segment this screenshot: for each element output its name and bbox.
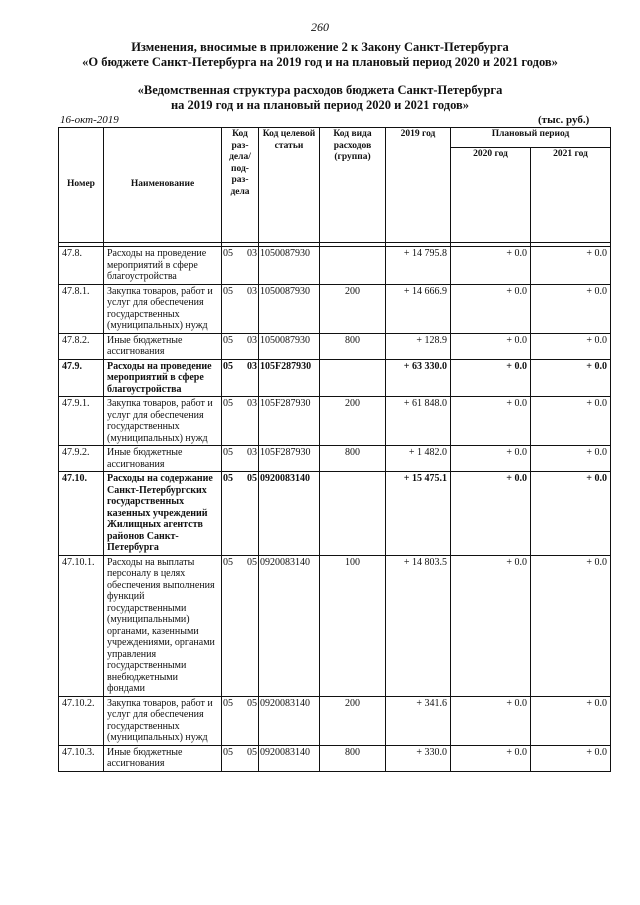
- row-target-code: 1050087930: [259, 247, 320, 285]
- row-value-2021: + 0.0: [531, 284, 611, 333]
- row-value-2020: + 0.0: [451, 284, 531, 333]
- row-value-2021: + 0.0: [531, 247, 611, 285]
- row-section-code: [222, 359, 259, 397]
- row-name: Расходы на проведение мероприятий в сфере благоустройства: [104, 247, 222, 285]
- table-row: [59, 397, 611, 446]
- row-subsection: 03: [247, 285, 257, 297]
- document-date: 16-окт-2019: [60, 114, 119, 126]
- row-name: Закупка товаров, работ и услуг для обеспечения государственных (муниципальных) нужд: [104, 284, 222, 333]
- row-value-2019: + 63 330.0: [386, 359, 451, 397]
- header-year-2019: 2019 год: [386, 128, 451, 243]
- row-number: 47.9.2.: [59, 446, 104, 472]
- row-section-code: [222, 284, 259, 333]
- table-body: [59, 247, 611, 772]
- table-row: [59, 472, 611, 556]
- row-name: Иные бюджетные ассигнования: [104, 333, 222, 359]
- row-subsection: 03: [247, 447, 257, 458]
- row-value-2019: + 15 475.1: [386, 472, 451, 556]
- row-subsection: 03: [247, 398, 257, 409]
- row-value-2020: + 0.0: [451, 397, 531, 446]
- header-section-code: Код раз- дела/ под- раз- дела: [222, 128, 259, 243]
- row-expense-type-code: 800: [320, 446, 386, 472]
- row-expense-type-code: 200: [320, 284, 386, 333]
- header-planned-period: Плановый период: [451, 128, 611, 148]
- row-subsection: 05: [247, 556, 257, 568]
- row-target-code: 0920083140: [259, 555, 320, 696]
- row-expense-type-code: [320, 359, 386, 397]
- row-name: Расходы на выплаты персоналу в целях обеспечения выполнения функций государственными (муниципальными) органами, казенными учреждениями, органами управления государственными внебюджетными фондами: [104, 555, 222, 696]
- law-title-line1: Изменения, вносимые в приложение 2 к Закону Санкт-Петербурга: [131, 40, 509, 54]
- row-value-2020: + 0.0: [451, 333, 531, 359]
- row-expense-type-code: 100: [320, 555, 386, 696]
- row-name: Расходы на содержание Санкт-Петербургских государственных казенных учреждений Жилищных агентств районов Санкт-Петербурга: [104, 472, 222, 556]
- law-title: [0, 40, 640, 70]
- row-section-code: [222, 333, 259, 359]
- row-value-2021: + 0.0: [531, 472, 611, 556]
- row-section-code: [222, 247, 259, 285]
- row-section-code: [222, 472, 259, 556]
- row-number: 47.10.2.: [59, 696, 104, 745]
- row-target-code: 105F287930: [259, 359, 320, 397]
- row-number: 47.8.: [59, 247, 104, 285]
- row-value-2020: + 0.0: [451, 446, 531, 472]
- header-name: Наименование: [104, 128, 222, 243]
- row-name: Закупка товаров, работ и услуг для обеспечения государственных (муниципальных) нужд: [104, 696, 222, 745]
- row-subsection: 05: [247, 746, 257, 758]
- row-value-2020: + 0.0: [451, 472, 531, 556]
- row-value-2020: + 0.0: [451, 696, 531, 745]
- table-row: [59, 284, 611, 333]
- table-row: [59, 696, 611, 745]
- row-section: 05: [223, 746, 233, 758]
- row-section: 05: [223, 248, 233, 259]
- row-value-2021: + 0.0: [531, 555, 611, 696]
- page-number: 260: [311, 20, 329, 34]
- row-name: Расходы на проведение мероприятий в сфере благоустройства: [104, 359, 222, 397]
- header-year-2021: 2021 год: [531, 148, 611, 243]
- row-section-code: [222, 696, 259, 745]
- row-value-2021: + 0.0: [531, 359, 611, 397]
- law-title-line2: «О бюджете Санкт-Петербурга на 2019 год и на плановый период 2020 и 2021 годов»: [82, 55, 558, 69]
- row-section: 05: [223, 697, 233, 709]
- row-target-code: 0920083140: [259, 472, 320, 556]
- row-section-code: [222, 745, 259, 771]
- row-number: 47.8.2.: [59, 333, 104, 359]
- row-value-2021: + 0.0: [531, 333, 611, 359]
- header-expense-type-code: Код вида расходов (группа): [320, 128, 386, 243]
- row-section: 05: [223, 556, 233, 568]
- row-section: 05: [223, 447, 233, 458]
- row-target-code: 105F287930: [259, 446, 320, 472]
- row-value-2019: + 1 482.0: [386, 446, 451, 472]
- row-value-2021: + 0.0: [531, 397, 611, 446]
- row-section: 05: [223, 334, 233, 346]
- table-row: [59, 555, 611, 696]
- row-value-2020: + 0.0: [451, 359, 531, 397]
- structure-title: [0, 83, 640, 113]
- row-section: 05: [223, 473, 233, 484]
- row-expense-type-code: [320, 247, 386, 285]
- row-subsection: 05: [247, 697, 257, 709]
- table-row: [59, 333, 611, 359]
- row-section: 05: [223, 360, 233, 372]
- structure-title-line2: на 2019 год и на плановый период 2020 и 2021 годов»: [170, 98, 470, 112]
- table-row: [59, 446, 611, 472]
- row-number: 47.10.3.: [59, 745, 104, 771]
- row-name: Иные бюджетные ассигнования: [104, 446, 222, 472]
- row-target-code: 105F287930: [259, 397, 320, 446]
- row-target-code: 1050087930: [259, 284, 320, 333]
- row-value-2019: + 61 848.0: [386, 397, 451, 446]
- header-target-code: Код целевой статьи: [259, 128, 320, 243]
- row-target-code: 0920083140: [259, 696, 320, 745]
- row-value-2019: + 341.6: [386, 696, 451, 745]
- row-section-code: [222, 555, 259, 696]
- row-name: Закупка товаров, работ и услуг для обеспечения государственных (муниципальных) нужд: [104, 397, 222, 446]
- row-expense-type-code: [320, 472, 386, 556]
- row-section: 05: [223, 285, 233, 297]
- row-value-2019: + 128.9: [386, 333, 451, 359]
- unit-label: (тыс. руб.): [538, 114, 590, 126]
- row-number: 47.8.1.: [59, 284, 104, 333]
- table-row: [59, 359, 611, 397]
- row-value-2021: + 0.0: [531, 446, 611, 472]
- row-value-2020: + 0.0: [451, 555, 531, 696]
- row-target-code: 0920083140: [259, 745, 320, 771]
- row-subsection: 05: [247, 473, 257, 484]
- row-value-2019: + 14 803.5: [386, 555, 451, 696]
- row-number: 47.10.1.: [59, 555, 104, 696]
- row-value-2019: + 14 666.9: [386, 284, 451, 333]
- row-value-2021: + 0.0: [531, 696, 611, 745]
- row-expense-type-code: 200: [320, 397, 386, 446]
- row-target-code: 1050087930: [259, 333, 320, 359]
- header-year-2020: 2020 год: [451, 148, 531, 243]
- row-expense-type-code: 200: [320, 696, 386, 745]
- row-subsection: 03: [247, 360, 257, 372]
- row-section-code: [222, 397, 259, 446]
- row-subsection: 03: [247, 334, 257, 346]
- header-number: Номер: [59, 128, 104, 243]
- row-value-2020: + 0.0: [451, 745, 531, 771]
- row-section-code: [222, 446, 259, 472]
- row-value-2021: + 0.0: [531, 745, 611, 771]
- row-expense-type-code: 800: [320, 333, 386, 359]
- table-row: [59, 247, 611, 285]
- row-expense-type-code: 800: [320, 745, 386, 771]
- row-value-2020: + 0.0: [451, 247, 531, 285]
- row-number: 47.9.: [59, 359, 104, 397]
- budget-table: [58, 127, 611, 772]
- row-name: Иные бюджетные ассигнования: [104, 745, 222, 771]
- row-section: 05: [223, 398, 233, 409]
- row-number: 47.10.: [59, 472, 104, 556]
- row-value-2019: + 14 795.8: [386, 247, 451, 285]
- table-row: [59, 745, 611, 771]
- structure-title-line1: «Ведомственная структура расходов бюджета Санкт-Петербурга: [137, 83, 503, 97]
- row-number: 47.9.1.: [59, 397, 104, 446]
- row-value-2019: + 330.0: [386, 745, 451, 771]
- row-subsection: 03: [247, 248, 257, 259]
